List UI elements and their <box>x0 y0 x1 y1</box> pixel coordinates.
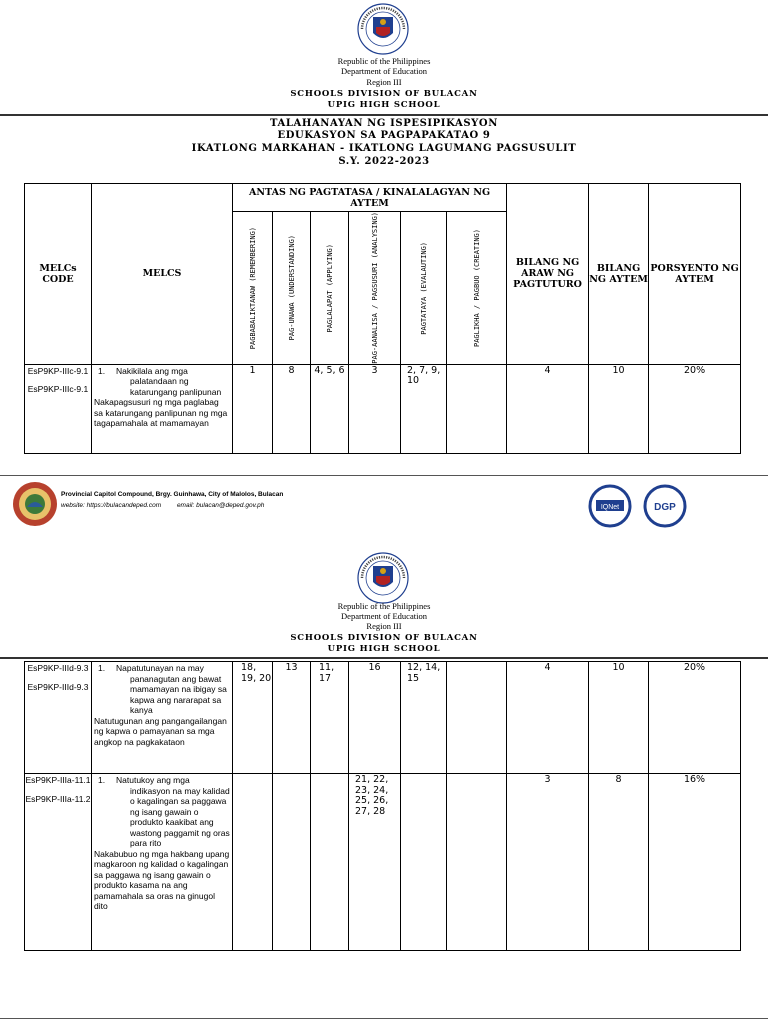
th-bilang-araw: BILANG NG ARAW NG PAGTUTURO <box>507 184 589 365</box>
cell-creating <box>447 774 507 951</box>
cell-evaluating: 12, 14, 15 <box>401 662 447 774</box>
cell-creating <box>447 662 507 774</box>
doc-title: TALAHANAYAN NG ISPESIPIKASYON <box>270 118 498 129</box>
iqnet-certification-icon <box>585 484 635 528</box>
melc-extra-text: Natutugunan ang pangangailangan ng kapwa o pamayanan sa mga angkop na pagkakataon <box>94 715 227 747</box>
email-link[interactable]: bulacan@deped.gov.ph <box>196 502 265 509</box>
cell-evaluating <box>401 774 447 951</box>
page-bottom-rule <box>0 1018 768 1019</box>
melc-extra-text: Nakabubuo ng mga hakbang upang magkaroon ng kalidad o kagalingan sa paggawa ng isang gawain o produkto kasama na ang pamamahala sa oras na ginugol dito <box>94 848 230 911</box>
bulacan-seal-icon <box>12 481 58 527</box>
website-label: website: <box>61 502 85 509</box>
cell-percent: 20% <box>649 364 741 453</box>
cell-remembering <box>233 774 273 951</box>
cell-applying <box>311 774 349 951</box>
cell-items: 10 <box>589 364 649 453</box>
melc-text: Natutukoy ang mga indikasyon na may kalidad o kagalingan sa paggawa ng isang gawain o produkto kaakibat ang wastong paggamit ng oras para rito <box>116 775 230 848</box>
cell-percent: 20% <box>649 662 741 774</box>
melc-code: EsP9KP-IIId-9.3 <box>27 663 89 673</box>
cell-analysing: 3 <box>349 364 401 453</box>
th-evaluating: PAGTATAYA (EVALAUTING) <box>419 241 428 335</box>
cert1-label: IQNet <box>600 504 620 511</box>
cell-understanding: 8 <box>273 364 311 453</box>
melc-text: Nakikilala ang mga palatandaan ng katarungang panlipunan <box>116 365 222 397</box>
th-melcs-code: MELCs CODE <box>25 184 92 365</box>
footer-divider <box>0 475 768 476</box>
melc-code: EsP9KP-IIIa-11.1 <box>25 775 91 785</box>
deped-seal-icon <box>357 3 409 55</box>
cell-analysing: 21, 22, 23, 24, 25, 26, 27, 28 <box>349 774 401 951</box>
doc-quarter: IKATLONG MARKAHAN - IKATLONG LAGUMANG PAGSUSULIT <box>191 143 577 154</box>
cell-remembering: 1 <box>233 364 273 453</box>
th-bilang-aytem: BILANG NG AYTEM <box>589 184 649 365</box>
doc-subject: EDUKASYON SA PAGPAPAKATAO 9 <box>277 130 491 141</box>
dgp-certification-icon <box>640 484 690 528</box>
table-row: EsP9KP-IIIa-11.1 EsP9KP-IIIa-11.2 1. Natutukoy ang mga indikasyon na may kalidad o kagalingan sa paggawa ng isang gawain o produkto kaakibat ang wastong paggamit ng oras para rito Nakabubuo ng mga hakbang upang magkaroon ng kalidad o kagalingan sa paggawa ng isang gawain o produkto kasama na ang pamamahala sa oras na ginugol dito 21, 22, 23, 24, 25, 26, 27, 28 3 8 16% <box>25 774 741 951</box>
table-row: EsP9KP-IIId-9.3 EsP9KP-IIId-9.3 1. Napatutunayan na may pananagutan ang bawat mamamayan na ibigay sa kapwa ang nararapat sa kanya Natutugunan ang pangangailangan ng kapwa o pamayanan sa mga angkop na pagkakataon 18, 19, 20 13 11, 17 16 12, 14, 15 4 10 20% <box>25 662 741 774</box>
cert2-label: DGP <box>654 502 676 513</box>
th-analysing: PAG-AANALISA / PAGSUSURI (ANALYSING) <box>370 212 379 364</box>
th-creating: PAGLIKHA / PAGBUO (CREATING) <box>472 228 481 347</box>
cell-days: 4 <box>507 364 589 453</box>
region-text: Region III <box>366 621 402 631</box>
melc-code: EsP9KP-IIId-9.3 <box>27 681 89 692</box>
cell-understanding <box>273 774 311 951</box>
footer-contact <box>61 502 264 509</box>
cell-understanding: 13 <box>273 662 311 774</box>
cell-remembering: 18, 19, 20 <box>233 662 273 774</box>
department-text: Department of Education <box>341 66 427 76</box>
cell-days: 4 <box>507 662 589 774</box>
melc-text: Napatutunayan na may pananagutan ang bawat mamamayan na ibigay sa kapwa ang nararapat sa kanya <box>116 663 227 715</box>
melc-code: EsP9KP-IIIa-11.2 <box>25 793 91 804</box>
spec-table-page1 <box>24 183 741 454</box>
school-text: UPIG HIGH SCHOOL <box>327 100 441 110</box>
cell-days: 3 <box>507 774 589 951</box>
cell-analysing: 16 <box>349 662 401 774</box>
th-antas: ANTAS NG PAGTATASA / KINALALAGYAN NG AYTEM <box>233 184 507 212</box>
cell-creating <box>447 364 507 453</box>
melc-code: EsP9KP-IIIc-9.1 <box>27 384 89 395</box>
email-label: email: <box>176 502 195 509</box>
th-understanding: PAG-UNAWA (UNDERSTANDING) <box>287 235 296 341</box>
school-text: UPIG HIGH SCHOOL <box>327 644 441 654</box>
th-remembering: PAGBABALIKTANAW (REMEMBERING) <box>248 226 257 349</box>
cell-applying: 4, 5, 6 <box>311 364 349 453</box>
melc-code: EsP9KP-IIIc-9.1 <box>27 365 89 376</box>
cell-items: 8 <box>589 774 649 951</box>
republic-text: Republic of the Philippines <box>337 601 431 611</box>
footer-address: Provincial Capitol Compound, Brgy. Guinhawa, City of Malolos, Bulacan <box>61 491 284 498</box>
spec-table-page2 <box>24 661 741 951</box>
header-divider <box>0 657 768 659</box>
website-link[interactable]: https://bulacandeped.com <box>86 502 162 509</box>
region-text: Region III <box>366 77 402 87</box>
department-text: Department of Education <box>341 611 427 621</box>
doc-school-year: S.Y. 2022-2023 <box>338 156 430 167</box>
header-divider <box>0 114 768 116</box>
cell-applying: 11, 17 <box>311 662 349 774</box>
melc-extra-text: Nakapagsusuri ng mga paglabag sa katarungang panlipunan ng mga tagapamahala at mamamayan <box>94 397 228 429</box>
cell-evaluating: 2, 7, 9, 10 <box>401 364 447 453</box>
cell-items: 10 <box>589 662 649 774</box>
cell-percent: 16% <box>649 774 741 951</box>
th-melcs: MELCS <box>92 184 233 365</box>
th-porsyento: PORSYENTO NG AYTEM <box>649 184 741 365</box>
deped-seal-icon <box>357 552 409 604</box>
th-applying: PAGLALAPAT (APPLYING) <box>325 243 334 333</box>
table-row: EsP9KP-IIIc-9.1 EsP9KP-IIIc-9.1 1. Nakikilala ang mga palatandaan ng katarungang panlipunan Nakapagsusuri ng mga paglabag sa katarungang panlipunan ng mga tagapamahala at mamamayan 1 8 4, 5, 6 3 2, 7, 9, 10 4 10 20% <box>25 364 741 453</box>
republic-text: Republic of the Philippines <box>337 56 431 66</box>
division-text: SCHOOLS DIVISION OF BULACAN <box>290 633 478 643</box>
division-text: SCHOOLS DIVISION OF BULACAN <box>290 89 478 99</box>
